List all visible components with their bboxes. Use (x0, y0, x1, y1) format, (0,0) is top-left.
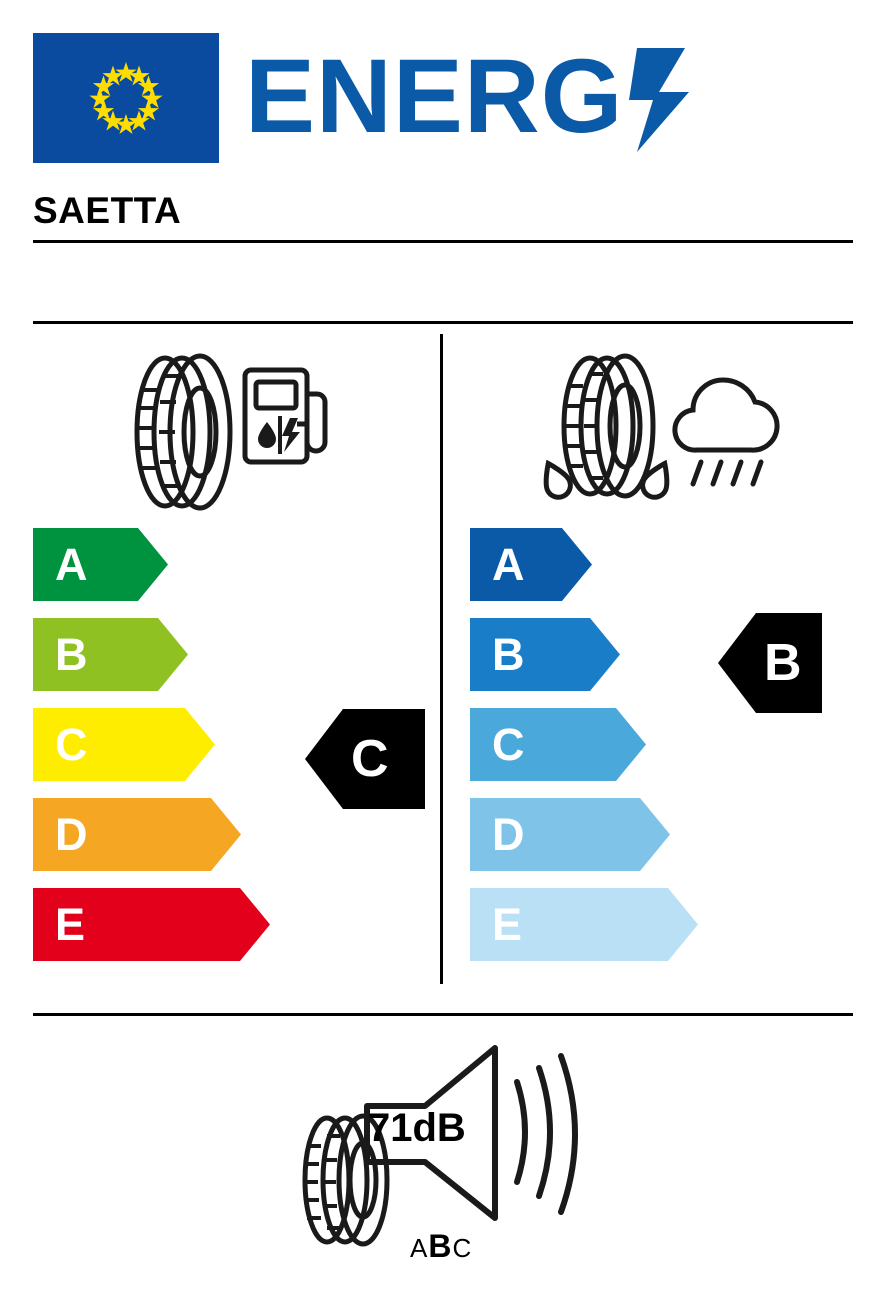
divider-vertical (440, 334, 443, 984)
noise-class-A: A (410, 1233, 429, 1263)
tyre-rain-cloud-icon (525, 350, 795, 515)
noise-class-B: B (428, 1228, 453, 1264)
tyre-fuel-pump-icon (120, 350, 335, 515)
noise-class-C: C (452, 1233, 473, 1263)
fuel-rating-marker (305, 709, 425, 809)
brand-name: SAETTA (33, 190, 182, 231)
noise-db-value: 71dB (368, 1106, 466, 1150)
noise-class-letters (410, 1228, 472, 1265)
wet-class-B-letter: B (492, 629, 525, 680)
energ-wordmark (245, 42, 695, 154)
divider-top (33, 240, 853, 243)
fuel-class-E-letter: E (55, 899, 86, 950)
eu-flag (33, 33, 219, 163)
wet-class-A-letter: A (492, 539, 525, 590)
wet-class-C-letter: C (492, 719, 525, 770)
divider-second (33, 321, 853, 324)
wet-rating-marker (718, 613, 822, 713)
wet-class-D-letter: D (492, 809, 525, 860)
fuel-class-C-letter: C (55, 719, 88, 770)
wet-class-E-letter: E (492, 899, 523, 950)
fuel-class-B-letter: B (55, 629, 88, 680)
fuel-rating-letter: C (351, 730, 389, 788)
fuel-class-D-letter: D (55, 809, 88, 860)
divider-bottom (33, 1013, 853, 1016)
svg-text:ENERG: ENERG (245, 42, 624, 154)
wet-rating-letter: B (764, 634, 802, 692)
fuel-class-A-letter: A (55, 539, 88, 590)
